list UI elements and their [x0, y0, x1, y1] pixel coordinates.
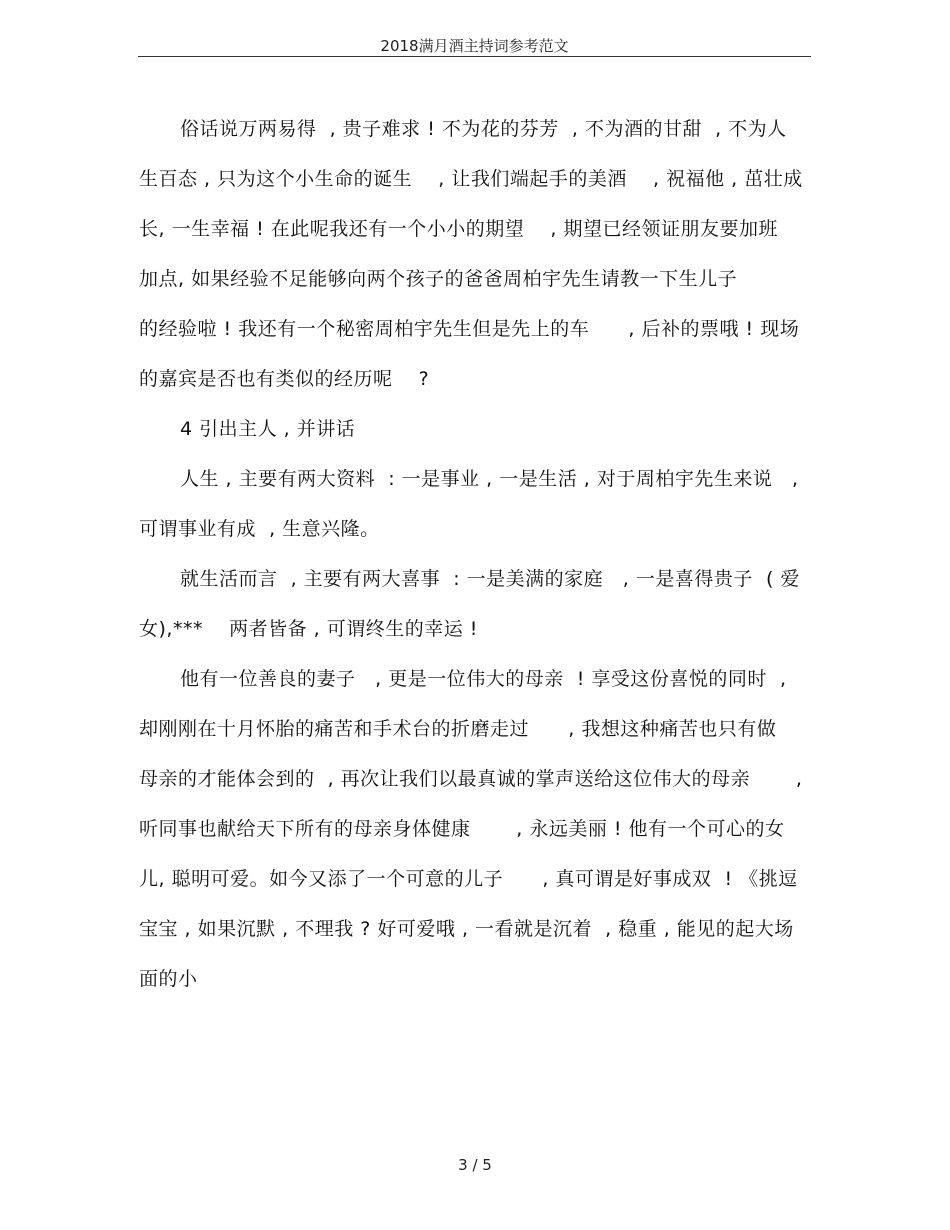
text-line: 的经验啦 ! 我还有一个秘密周柏宇先生但是先上的车 , 后补的票哦 ! 现场 [139, 318, 800, 340]
text-line: 俗话说万两易得 , 贵子难求 ! 不为花的芬芳 , 不为酒的甘甜 , 不为人 [180, 118, 787, 140]
text-line: 的嘉宾是否也有类似的经历呢 ? [139, 368, 430, 390]
text-line: 可谓事业有成 , 生意兴隆。 [139, 518, 380, 540]
page-header-title: 2018满月酒主持词参考范文 [380, 37, 569, 55]
text-line: 女),*** 两者皆备 , 可谓终生的幸运 ! [139, 618, 478, 640]
section-heading: 4 引出主人 , 并讲话 [180, 418, 356, 440]
text-line: 加点, 如果经验不足能够向两个孩子的爸爸周柏宇先生请教一下生儿子 [139, 268, 738, 290]
text-line: 母亲的才能体会到的 , 再次让我们以最真诚的掌声送给这位伟大的母亲 , [139, 768, 803, 790]
text-line: 听同事也献给天下所有的母亲身体健康 , 永远美丽 ! 他有一个可心的女 [139, 818, 785, 840]
page-indicator: 3 / 5 [458, 1156, 492, 1174]
text-line: 就生活而言 , 主要有两大喜事 : 一是美满的家庭 , 一是喜得贵子 ( 爱 [180, 568, 800, 590]
text-line: 却刚刚在十月怀胎的痛苦和手术台的折磨走过 , 我想这种痛苦也只有做 [139, 718, 777, 740]
header-divider [138, 56, 811, 57]
text-line: 生百态 , 只为这个小生命的诞生 , 让我们端起手的美酒 , 祝福他 , 茁壮成 [139, 168, 803, 190]
text-line: 儿, 聪明可爱。如今又添了一个可意的儿子 , 真可谓是好事成双 ! 《挑逗 [139, 868, 798, 890]
text-line: 人生 , 主要有两大资料 : 一是事业 , 一是生活 , 对于周柏宇先生来说 , [180, 468, 799, 490]
document-body [139, 108, 811, 1008]
text-line: 宝宝 , 如果沉默 , 不理我 ? 好可爱哦 , 一看就是沉着 , 稳重 , 能见的起大场 [139, 918, 794, 940]
text-line: 长, 一生幸福 ! 在此呢我还有一个小小的期望 , 期望已经领证朋友要加班 [139, 218, 779, 240]
text-line: 他有一位善良的妻子 , 更是一位伟大的母亲 ! 享受这份喜悦的同时 , [180, 668, 787, 690]
text-line: 面的小 [139, 968, 198, 990]
